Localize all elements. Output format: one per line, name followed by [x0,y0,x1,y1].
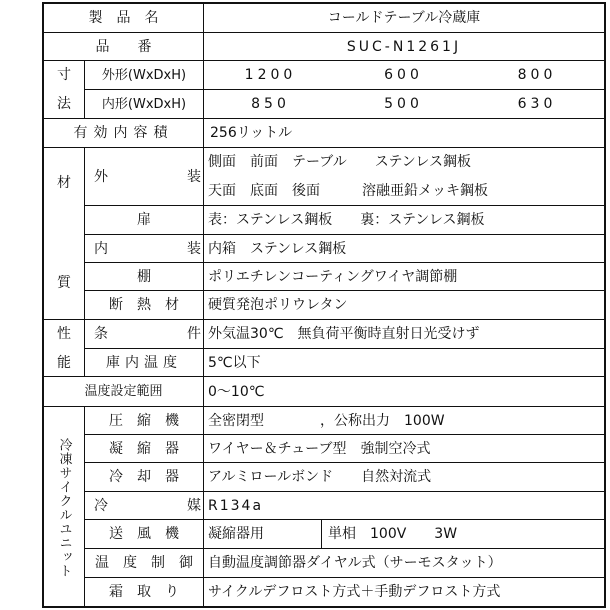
interior-label: 内 [94,240,108,257]
insulation-value: 硬質発泡ポリウレタン [208,297,348,313]
performance-group-label: 性 [57,326,71,342]
performance-group-label: 能 [57,354,71,371]
outer-depth-value: 600 [384,67,423,83]
model-label: 品 番 [95,38,152,55]
inner-depth-value: 500 [384,96,423,112]
outer-height-value: 800 [517,67,557,83]
interior-value: 内箱 ステンレス鋼板 [208,240,347,257]
exterior-value: 天面 底面 後面 溶融亜鉛メッキ鋼板 [208,183,488,199]
door-value: 表：ステンレス鋼板 裏：ステンレス鋼板 [208,212,485,228]
temp-control-value: 自動温度調節器ダイヤル式（サーモスタット） [208,555,502,571]
door-label: 扉 [137,212,151,228]
temp-setting-value: 0～10℃ [208,383,265,400]
cooler-value: アルミロールボンド 自然対流式 [208,469,432,485]
condition-label: 条 [94,326,108,342]
model-value: SUC-N1261J [346,38,462,55]
insulation-label: 断 熱 材 [109,297,179,313]
materials-group-label: 材 [57,175,71,191]
border-bottom [42,606,606,608]
compressor-value: 全密閉型 ，公称出力 100W [208,412,445,429]
col-line-fan [321,520,322,548]
fan-value-power: 単相 100V 3W [328,526,458,542]
outer-dimensions-label: 外形(WxDxH) [101,67,187,83]
materials-group-label: 質 [57,275,71,291]
refrigeration-group-label: 冷凍サイクルユニット [56,437,72,578]
dimensions-group-label: 法 [57,96,71,112]
product-name-label: 製 品 名 [88,10,159,26]
exterior-value: 側面 前面 テーブル ステンレス鋼板 [208,154,471,170]
internal-temp-label: 庫内温度 [106,354,182,371]
shelf-label: 棚 [137,268,151,285]
exterior-label: 外 [94,168,108,185]
condition-value: 外気温30℃ 無負荷平衡時直射日光受けず [208,326,480,342]
outer-width-value: 1200 [244,67,297,83]
shelf-value: ポリエチレンコーティングワイヤ調節棚 [208,268,458,285]
condition-label: 件 [187,326,201,342]
inner-width-value: 850 [251,96,290,112]
fan-value-usage: 凝縮器用 [208,526,264,542]
inner-dimensions-label: 内形(WxDxH) [101,96,187,112]
exterior-label: 装 [187,168,201,185]
capacity-label: 有効内容積 [73,125,174,141]
inner-height-value: 630 [517,96,557,112]
cooler-label: 冷 却 器 [109,469,179,485]
condenser-value: ワイヤー＆チューブ型 強制空冷式 [208,440,431,457]
dimensions-group-label: 寸 [57,67,71,83]
defrost-label: 霜 取 り [109,584,179,600]
interior-label: 装 [187,240,201,257]
temp-control-label: 温 度 制 御 [95,555,193,571]
defrost-value: サイクルデフロスト方式＋手動デフロスト方式 [208,584,501,600]
refrigerant-label: 冷 [94,497,108,514]
refrigerant-value: R134a [208,497,264,514]
border-right [604,2,606,608]
product-name-value: コールドテーブル冷蔵庫 [327,10,481,26]
fan-label: 送 風 機 [109,526,179,542]
compressor-label: 圧 縮 機 [109,412,179,429]
temp-setting-label: 温度設定範囲 [84,384,163,399]
refrigerant-label: 媒 [187,497,201,514]
condenser-label: 凝 縮 器 [109,440,179,457]
internal-temp-value: 5℃以下 [208,354,261,371]
capacity-value: 256リットル [210,125,293,141]
